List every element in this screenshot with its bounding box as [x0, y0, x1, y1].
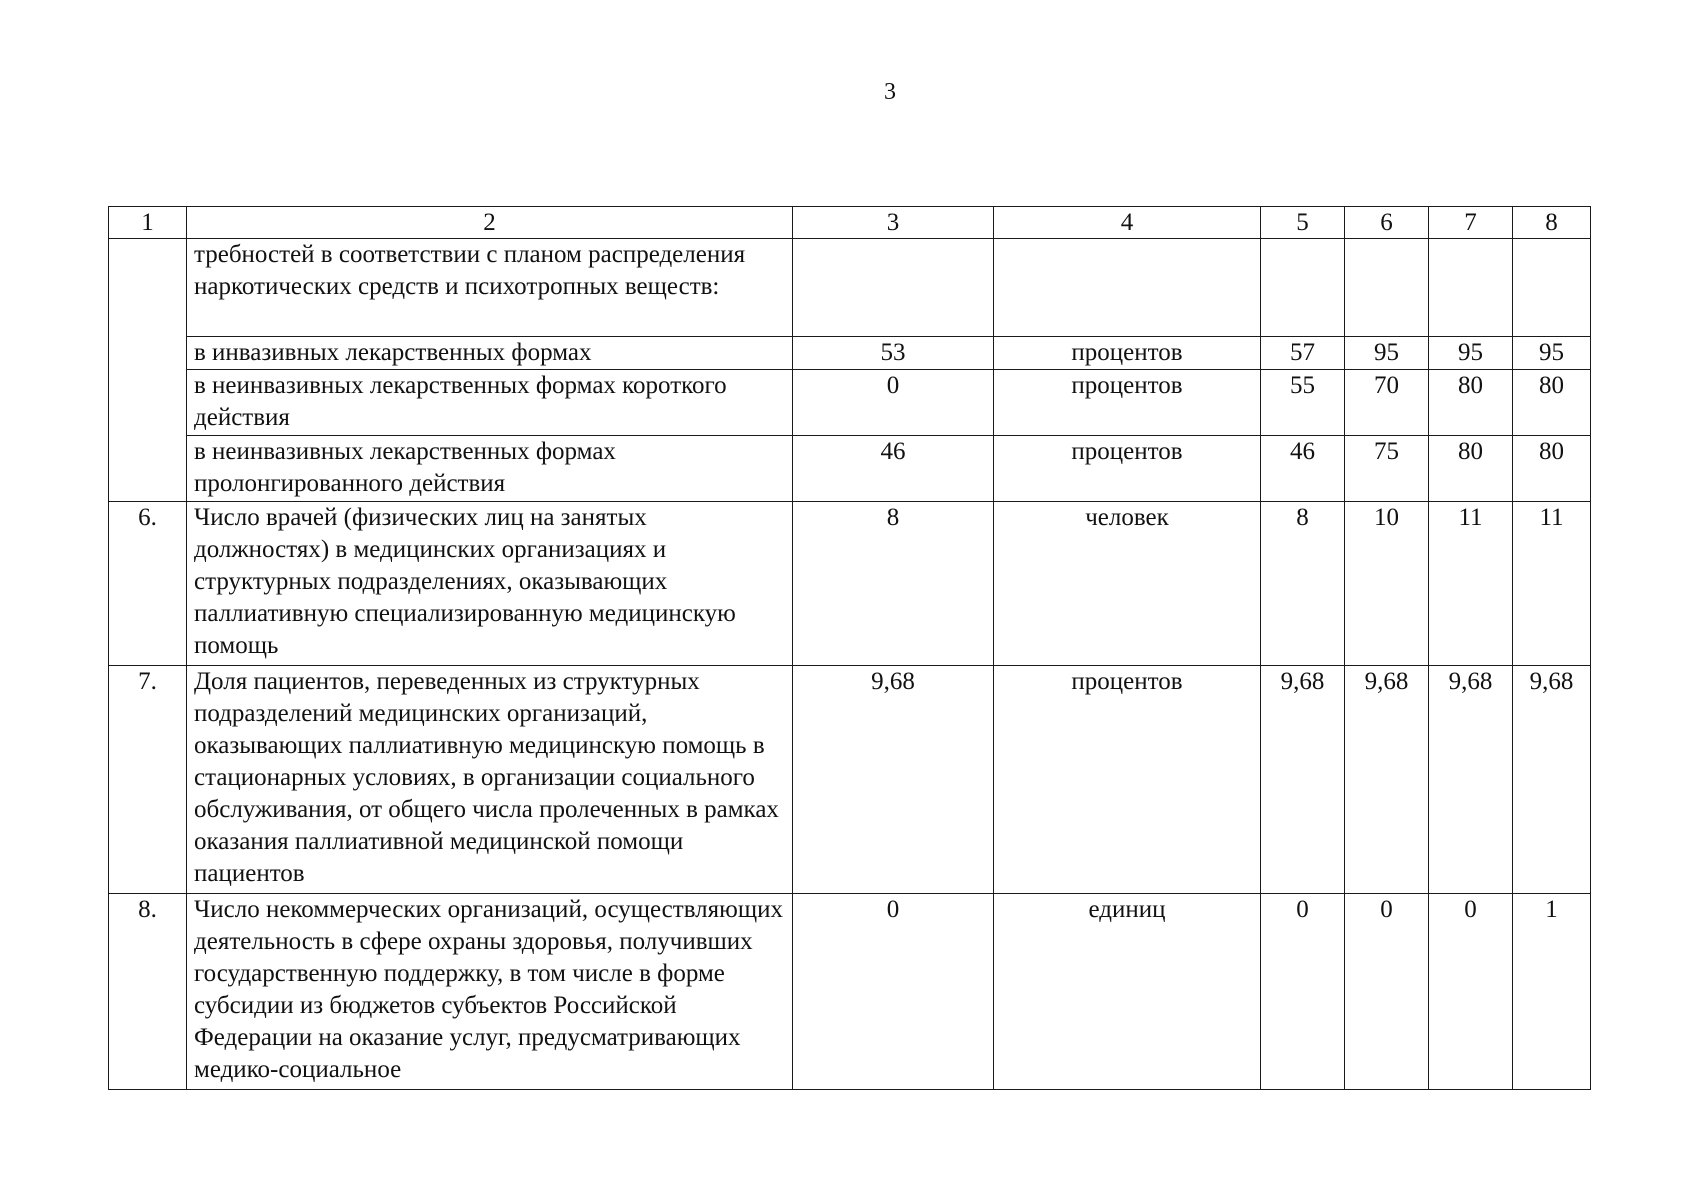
- value-col-5: 9,68: [1261, 666, 1345, 894]
- value-col-7: 9,68: [1429, 666, 1513, 894]
- column-number: 7: [1429, 207, 1513, 239]
- value-col-8: [1513, 239, 1591, 337]
- base-value: [793, 239, 994, 337]
- value-col-6: 95: [1345, 337, 1429, 370]
- table-row: [109, 370, 1591, 436]
- indicator-description: Число некоммерческих организаций, осуществляющих деятельность в сфере охраны здоровья, получивших государственную поддержку, в том числе в форме субсидии из бюджетов субъектов Российской Федерации на оказание услуг, предусматривающих медико-социальное: [187, 894, 793, 1090]
- indicators-table: [108, 206, 1591, 1090]
- base-value: 0: [793, 894, 994, 1090]
- value-col-5: 0: [1261, 894, 1345, 1090]
- value-col-6: 0: [1345, 894, 1429, 1090]
- base-value: 8: [793, 502, 994, 666]
- table-row: [109, 894, 1591, 1090]
- table-row: [109, 239, 1591, 337]
- row-number: 6.: [109, 502, 187, 666]
- row-number: 8.: [109, 894, 187, 1090]
- value-col-6: 75: [1345, 436, 1429, 502]
- value-col-8: 80: [1513, 436, 1591, 502]
- table-row: [109, 337, 1591, 370]
- base-value: 9,68: [793, 666, 994, 894]
- page-number: 3: [884, 79, 896, 105]
- row-number: [109, 239, 187, 502]
- value-col-7: 80: [1429, 436, 1513, 502]
- value-col-8: 9,68: [1513, 666, 1591, 894]
- indicator-description: Доля пациентов, переведенных из структурных подразделений медицинских организаций, оказывающих паллиативную медицинскую помощь в стационарных условиях, в организации социального обслуживания, от общего числа пролеченных в рамках оказания паллиативной медицинской помощи пациентов: [187, 666, 793, 894]
- column-number-row: [109, 207, 1591, 239]
- value-col-6: 9,68: [1345, 666, 1429, 894]
- indicator-description: требностей в соответствии с планом распределения наркотических средств и психотропных веществ:: [187, 239, 793, 337]
- unit: [994, 239, 1261, 337]
- unit: человек: [994, 502, 1261, 666]
- value-col-6: 70: [1345, 370, 1429, 436]
- unit: единиц: [994, 894, 1261, 1090]
- value-col-6: 10: [1345, 502, 1429, 666]
- column-number: 5: [1261, 207, 1345, 239]
- unit: процентов: [994, 666, 1261, 894]
- value-col-5: 57: [1261, 337, 1345, 370]
- value-col-8: 80: [1513, 370, 1591, 436]
- value-col-5: 46: [1261, 436, 1345, 502]
- value-col-5: 55: [1261, 370, 1345, 436]
- column-number: 1: [109, 207, 187, 239]
- value-col-5: [1261, 239, 1345, 337]
- base-value: 0: [793, 370, 994, 436]
- column-number: 4: [994, 207, 1261, 239]
- indicator-description: в неинвазивных лекарственных формах короткого действия: [187, 370, 793, 436]
- unit: процентов: [994, 436, 1261, 502]
- indicator-description: в неинвазивных лекарственных формах пролонгированного действия: [187, 436, 793, 502]
- column-number: 2: [187, 207, 793, 239]
- value-col-8: 1: [1513, 894, 1591, 1090]
- value-col-7: 80: [1429, 370, 1513, 436]
- unit: процентов: [994, 370, 1261, 436]
- value-col-7: 95: [1429, 337, 1513, 370]
- value-col-8: 11: [1513, 502, 1591, 666]
- value-col-6: [1345, 239, 1429, 337]
- indicator-description: Число врачей (физических лиц на занятых должностях) в медицинских организациях и структурных подразделениях, оказывающих паллиативную специализированную медицинскую помощь: [187, 502, 793, 666]
- base-value: 46: [793, 436, 994, 502]
- value-col-7: 0: [1429, 894, 1513, 1090]
- indicator-description: в инвазивных лекарственных формах: [187, 337, 793, 370]
- table-row: [109, 502, 1591, 666]
- value-col-8: 95: [1513, 337, 1591, 370]
- value-col-5: 8: [1261, 502, 1345, 666]
- value-col-7: [1429, 239, 1513, 337]
- table-row: [109, 436, 1591, 502]
- column-number: 6: [1345, 207, 1429, 239]
- base-value: 53: [793, 337, 994, 370]
- unit: процентов: [994, 337, 1261, 370]
- table-row: [109, 666, 1591, 894]
- column-number: 8: [1513, 207, 1591, 239]
- row-number: 7.: [109, 666, 187, 894]
- value-col-7: 11: [1429, 502, 1513, 666]
- column-number: 3: [793, 207, 994, 239]
